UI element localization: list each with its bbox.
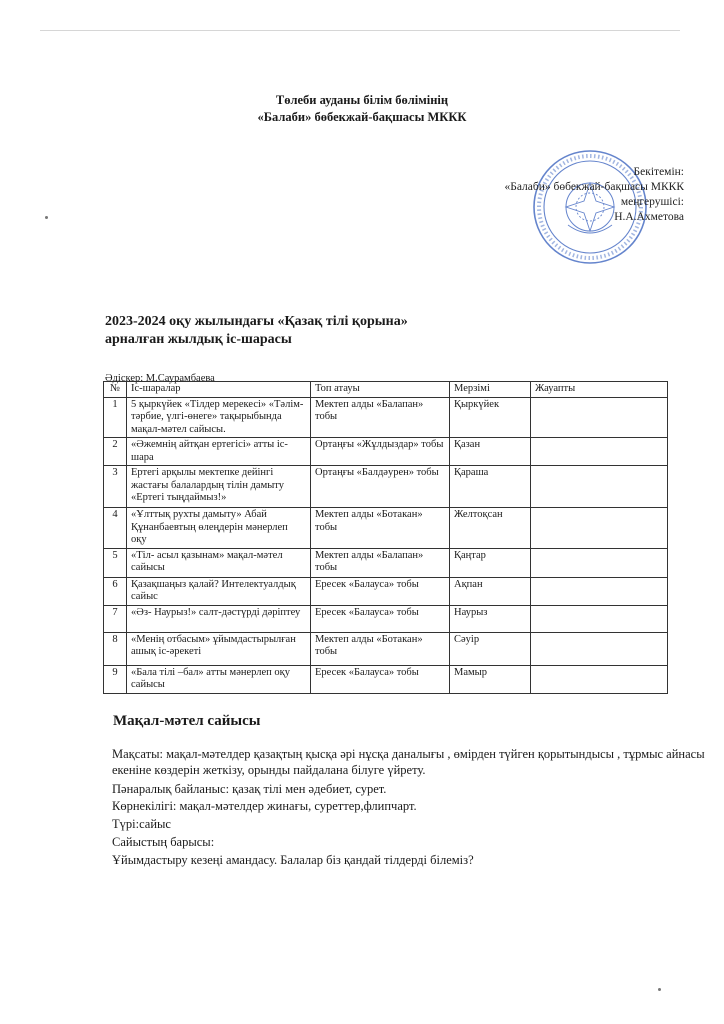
approval-line-4: Н.А.Ахметова	[614, 211, 684, 223]
cell-group: Мектеп алды «Балапан» тобы	[311, 548, 450, 577]
cell-number: 9	[104, 665, 127, 693]
cell-responsible	[531, 508, 668, 549]
document-title	[105, 313, 408, 349]
cell-date: Қараша	[450, 466, 531, 508]
cell-activity: «Тіл- асыл қазынам» мақал-мәтел сайысы	[127, 548, 311, 577]
cell-responsible	[531, 577, 668, 605]
cell-activity: «Бала тілі –бал» атты мәнерлеп оқу сайысы	[127, 665, 311, 693]
cell-group: Мектеп алды «Ботакан» тобы	[311, 632, 450, 665]
cell-responsible	[531, 632, 668, 665]
links-text: Пәнаралық байланыс: қазақ тілі мен әдебиет, сурет.	[112, 782, 387, 796]
header-line-2: «Балаби» бөбекжай-бақшасы МККК	[257, 110, 467, 124]
cell-date: Наурыз	[450, 605, 531, 632]
visuals-text: Көрнекілігі: мақал-мәтелдер жинағы, суреттер,флипчарт.	[112, 799, 417, 813]
cell-date: Мамыр	[450, 665, 531, 693]
cell-group: Ересек «Балауса» тобы	[311, 665, 450, 693]
table-row	[104, 438, 668, 466]
col-header-group: Топ атауы	[311, 382, 450, 398]
purpose-text: Мақсаты: мақал-мәтелдер қазақтың қысқа әрі нұсқа даналығы , өмірден түйген қорытындысы , тұрмыс айнасы екеніне көздерін жеткізу, орынды пайдалана білуге үйрету.	[112, 747, 705, 777]
cell-date: Қыркүйек	[450, 397, 531, 438]
cell-activity: Ертегі арқылы мектепке дейінгі жастағы балалардың тілін дамыту «Ертегі тыңдаймыз!»	[127, 466, 311, 508]
scan-speck	[45, 216, 48, 219]
scan-edge-line	[40, 30, 680, 31]
header-line-1: Төлеби ауданы білім бөлімінің	[275, 93, 449, 107]
cell-number: 1	[104, 397, 127, 438]
title-line-1: 2023-2024 оқу жылындағы «Қазақ тілі қорына»	[105, 314, 408, 329]
cell-group: Мектеп алды «Ботакан» тобы	[311, 508, 450, 549]
progress-text: Сайыстың барысы:	[112, 835, 215, 849]
approval-line-1: Бекітемін:	[633, 166, 684, 178]
organization-text: Ұйымдастыру кезеңі амандасу. Балалар біз қандай тілдерді білеміз?	[112, 853, 474, 867]
table-row	[104, 397, 668, 438]
title-line-2: арналған жылдық іс-шарасы	[105, 332, 292, 347]
section-title: Мақал-мәтел сайысы	[113, 713, 261, 729]
teacher-name: Әдіскер: М.Саурамбаева	[105, 373, 215, 384]
table-row	[104, 548, 668, 577]
cell-number: 3	[104, 466, 127, 508]
cell-number: 2	[104, 438, 127, 466]
cell-number: 5	[104, 548, 127, 577]
cell-activity: «Әз- Наурыз!» салт-дәстүрді дәріптеу	[127, 605, 311, 632]
cell-date: Ақпан	[450, 577, 531, 605]
approval-line-3: меңгерушісі:	[620, 196, 684, 208]
table-row	[104, 605, 668, 632]
cell-responsible	[531, 466, 668, 508]
cell-responsible	[531, 397, 668, 438]
cell-activity: «Ұлттық рухты дамыту» Абай Құнанбаевтың өлеңдерін мәнерлеп оқу	[127, 508, 311, 549]
cell-group: Ортаңғы «Жұлдыздар» тобы	[311, 438, 450, 466]
cell-group: Мектеп алды «Балапан» тобы	[311, 397, 450, 438]
cell-responsible	[531, 548, 668, 577]
cell-group: Ересек «Балауса» тобы	[311, 577, 450, 605]
cell-responsible	[531, 438, 668, 466]
col-header-number: №	[104, 382, 127, 398]
col-header-date: Мерзімі	[450, 382, 531, 398]
document-header	[0, 92, 724, 126]
table-row	[104, 665, 668, 693]
table-row	[104, 632, 668, 665]
cell-group: Ересек «Балауса» тобы	[311, 605, 450, 632]
table-row	[104, 577, 668, 605]
cell-activity: «Әжемнің айтқан ертегісі» атты іс-шара	[127, 438, 311, 466]
col-header-activity: Іс-шаралар	[127, 382, 311, 398]
cell-date: Қазан	[450, 438, 531, 466]
cell-responsible	[531, 665, 668, 693]
table-row	[104, 466, 668, 508]
table-row	[104, 508, 668, 549]
cell-activity: Қазақшаңыз қалай? Интелектуалдық сайыс	[127, 577, 311, 605]
scan-speck	[658, 988, 661, 991]
col-header-responsible: Жауапты	[531, 382, 668, 398]
cell-activity: «Менің отбасым» ұйымдастырылған ашық іс-әрекеті	[127, 632, 311, 665]
cell-number: 7	[104, 605, 127, 632]
cell-number: 6	[104, 577, 127, 605]
approval-block	[504, 165, 684, 225]
type-text: Түрі:сайыс	[112, 817, 171, 831]
cell-date: Қаңтар	[450, 548, 531, 577]
approval-line-2: «Балаби» бөбекжай-бақшасы МККК	[504, 181, 684, 193]
annual-plan-table	[103, 381, 668, 694]
cell-responsible	[531, 605, 668, 632]
cell-date: Желтоқсан	[450, 508, 531, 549]
cell-group: Ортаңғы «Балдәурен» тобы	[311, 466, 450, 508]
cell-number: 4	[104, 508, 127, 549]
cell-number: 8	[104, 632, 127, 665]
cell-activity: 5 қыркүйек «Тілдер мерекесі» «Тәлім-тәрбие, үлгі-өнеге» тақырыбында мақал-мәтел сайысы.	[127, 397, 311, 438]
cell-date: Сәуір	[450, 632, 531, 665]
table-header-row	[104, 382, 668, 398]
